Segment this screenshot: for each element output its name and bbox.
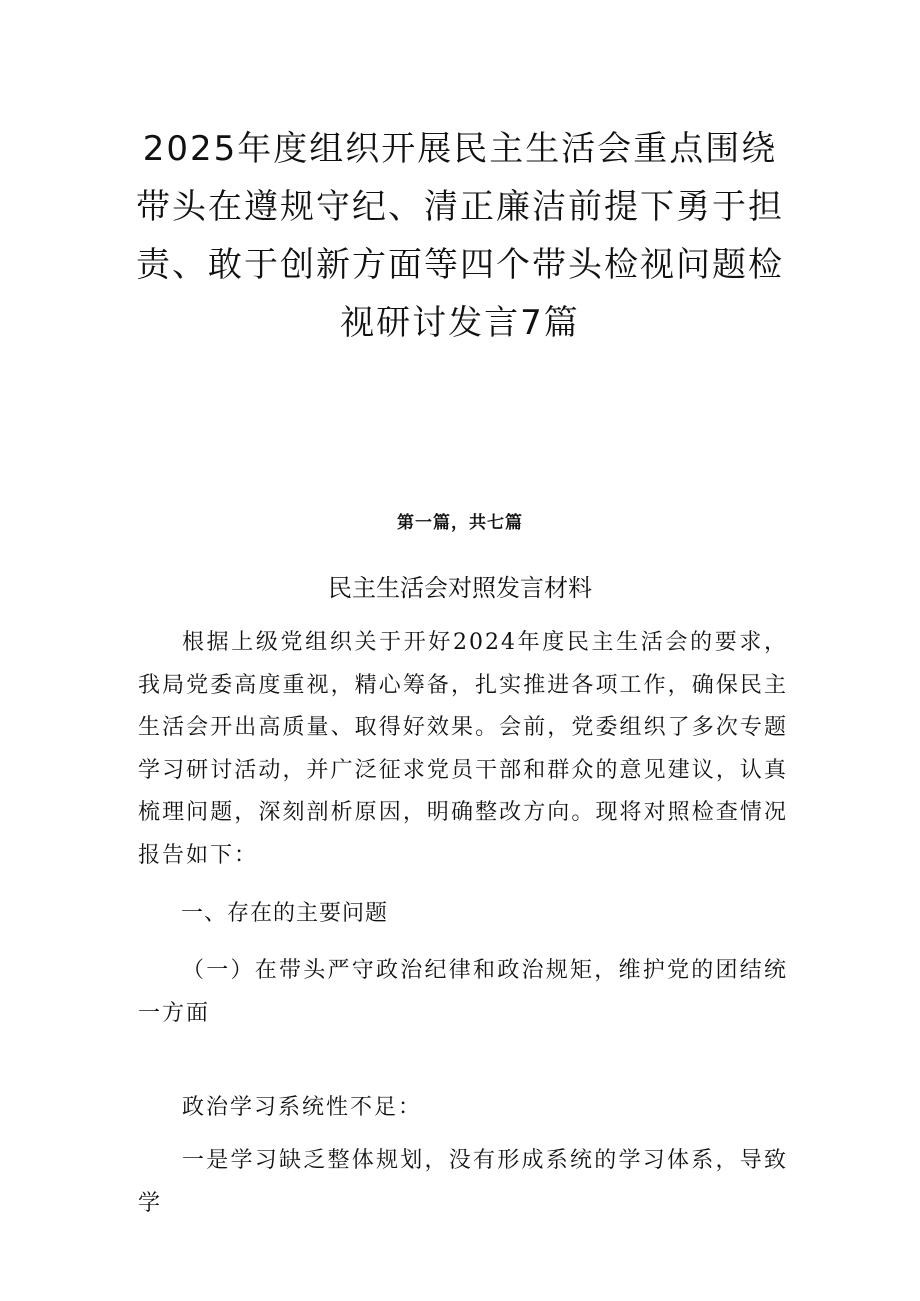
point-heading: 政治学习系统性不足： [182, 1095, 423, 1120]
intro-paragraph: 根据上级党组织关于开好2024年度民主生活会的要求，我局党委高度重视，精心筹备，扎实推进各项工作，确保民主生活会开出高质量、取得好效果。会前，党委组织了多次专题学习研讨活动，并广泛征求党员干部和群众的意见建议，认真梳理问题，深刻剖析原因，明确整改方向。现将对照检查情况报告如下： [138, 630, 788, 868]
document-title: 2025年度组织开展民主生活会重点围绕带头在遵规守纪、清正廉洁前提下勇于担责、敢于创新方面等四个带头检视问题检视研讨发言7篇 [136, 129, 784, 343]
section-count: 第一篇，共七篇 [397, 513, 523, 533]
subsection-heading: （一）在带头严守政治纪律和政治规矩，维护党的团结统一方面 [138, 958, 788, 1026]
section-heading-main-problems: 一、存在的主要问题 [181, 901, 389, 926]
document-heading: 民主生活会对照发言材料 [328, 574, 592, 602]
point-one-text: 一是学习缺乏整体规划，没有形成系统的学习体系，导致学 [138, 1148, 788, 1216]
